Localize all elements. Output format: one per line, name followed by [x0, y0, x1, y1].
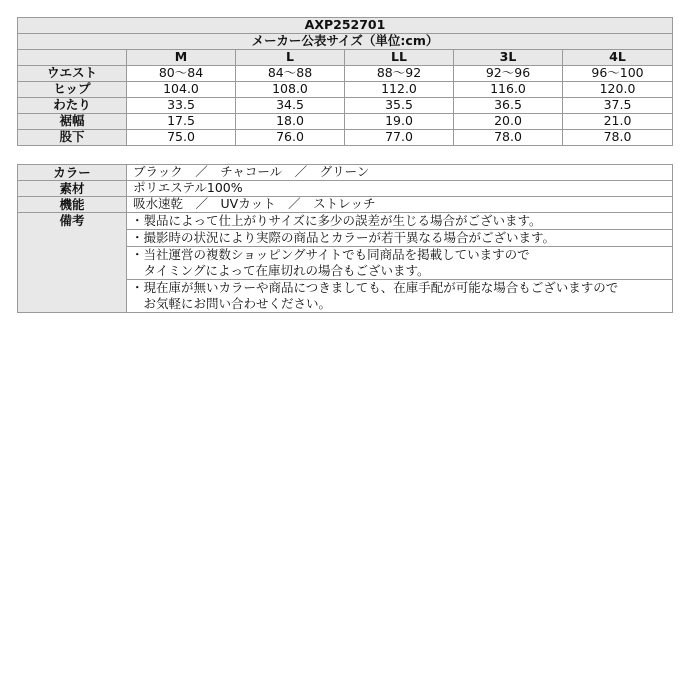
- table-cell: 78.0: [563, 130, 673, 146]
- table-cell: 17.5: [127, 114, 236, 130]
- note-line: お気軽にお問い合わせください。: [131, 296, 332, 311]
- spec-row-material: [18, 181, 673, 197]
- table-cell: 104.0: [127, 82, 236, 98]
- table-cell: 20.0: [454, 114, 563, 130]
- spec-value-material: ポリエステル100%: [127, 181, 673, 197]
- note-item: [127, 247, 673, 280]
- table-cell: 34.5: [236, 98, 345, 114]
- note-line: ・現在庫が無いカラーや商品につきましても、在庫手配が可能な場合もございますので: [131, 280, 619, 295]
- size-header-blank: [18, 50, 127, 66]
- row-label-thigh: わたり: [18, 98, 127, 114]
- table-cell: 116.0: [454, 82, 563, 98]
- table-cell: 76.0: [236, 130, 345, 146]
- size-table: [17, 17, 673, 146]
- note-item: [127, 213, 673, 230]
- size-header-m: M: [127, 50, 236, 66]
- spec-row-color: [18, 165, 673, 181]
- spec-row-function: [18, 197, 673, 213]
- size-row-waist: [18, 66, 673, 82]
- row-label-waist: ウエスト: [18, 66, 127, 82]
- spec-label-material: 素材: [18, 181, 127, 197]
- spec-value-function: 吸水速乾 ／ UVカット ／ ストレッチ: [127, 197, 673, 213]
- size-row-inseam: [18, 130, 673, 146]
- table-cell: 33.5: [127, 98, 236, 114]
- table-cell: 88～92: [345, 66, 454, 82]
- table-cell: 77.0: [345, 130, 454, 146]
- table-cell: 96～100: [563, 66, 673, 82]
- table-cell: 112.0: [345, 82, 454, 98]
- table-cell: 19.0: [345, 114, 454, 130]
- note-item: [127, 280, 673, 313]
- spec-label-color: カラー: [18, 165, 127, 181]
- spec-row-note-1: [18, 213, 673, 230]
- spec-table: [17, 164, 673, 313]
- row-label-hip: ヒップ: [18, 82, 127, 98]
- size-row-hip: [18, 82, 673, 98]
- size-header-3l: 3L: [454, 50, 563, 66]
- table-cell: 35.5: [345, 98, 454, 114]
- size-header-4l: 4L: [563, 50, 673, 66]
- product-code: AXP252701: [18, 18, 673, 34]
- note-line: ・製品によって仕上がりサイズに多少の誤差が生じる場合がございます。: [131, 213, 542, 228]
- note-item: [127, 230, 673, 247]
- note-line: タイミングによって在庫切れの場合もございます。: [131, 263, 430, 278]
- table-cell: 108.0: [236, 82, 345, 98]
- spec-label-function: 機能: [18, 197, 127, 213]
- table-cell: 84～88: [236, 66, 345, 82]
- table-cell: 21.0: [563, 114, 673, 130]
- size-table-subtitle: メーカー公表サイズ（単位:cm）: [18, 34, 673, 50]
- table-cell: 80～84: [127, 66, 236, 82]
- row-label-hem-width: 裾幅: [18, 114, 127, 130]
- size-header-l: L: [236, 50, 345, 66]
- size-row-hem-width: [18, 114, 673, 130]
- table-cell: 36.5: [454, 98, 563, 114]
- spec-label-notes: 備考: [18, 213, 127, 313]
- row-label-inseam: 股下: [18, 130, 127, 146]
- note-line: ・当社運営の複数ショッピングサイトでも同商品を掲載していますので: [131, 247, 530, 262]
- table-cell: 78.0: [454, 130, 563, 146]
- table-cell: 120.0: [563, 82, 673, 98]
- table-cell: 92～96: [454, 66, 563, 82]
- spec-value-color: ブラック ／ チャコール ／ グリーン: [127, 165, 673, 181]
- table-cell: 37.5: [563, 98, 673, 114]
- size-header-row: [18, 50, 673, 66]
- table-cell: 18.0: [236, 114, 345, 130]
- size-row-thigh: [18, 98, 673, 114]
- note-line: ・撮影時の状況により実際の商品とカラーが若干異なる場合がございます。: [131, 230, 556, 245]
- table-cell: 75.0: [127, 130, 236, 146]
- size-header-ll: LL: [345, 50, 454, 66]
